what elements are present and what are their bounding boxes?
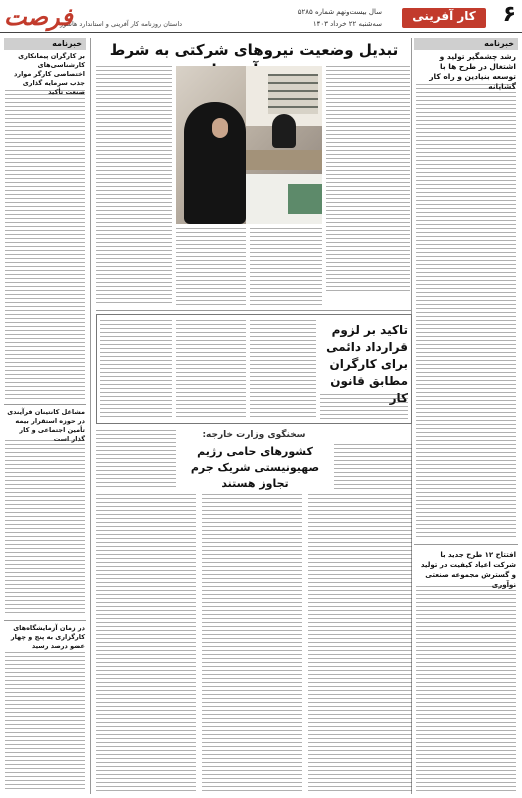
right-body-text-1	[416, 84, 516, 540]
photo-face	[212, 118, 228, 138]
left-column	[4, 38, 86, 794]
date-line: سه‌شنبه ۲۲ خرداد ۱۴۰۳	[312, 20, 382, 28]
boxed-body-col-3	[250, 320, 316, 420]
left-divider-1	[4, 404, 86, 405]
section-title: کار آفرینی	[412, 9, 476, 23]
foreign-body-col-2	[202, 494, 302, 794]
boxed-body-col-2	[176, 320, 246, 420]
left-headline-1: بر کارگران پیمانکاری کارشناسی‌های اختصاصی کارگر موارد جذب سرمایه گذاری صنعت تأکید	[14, 52, 85, 96]
header-tagline: داستان روزنامه کار آفرینی و استاندارد هاشور	[60, 20, 183, 28]
foreign-ministry-kicker: سخنگوی وزارت خارجه:	[202, 430, 306, 440]
right-divider	[414, 544, 518, 545]
foreign-ministry-headline: کشورهای حامی رژیم صهیونیستی شریک جرم تجاوز هستند	[190, 445, 320, 490]
photo-folders	[288, 184, 322, 214]
main-headline: تبدیل وضعیت نیروهای شرکتی به شرط	[109, 41, 399, 59]
photo-shelves	[268, 74, 318, 114]
left-body-text-3	[5, 652, 85, 792]
main-body-under-photo-1	[176, 228, 246, 306]
right-column-label: خبرنامه	[484, 39, 514, 48]
main-body-col-right	[326, 66, 410, 292]
main-body-col-left	[96, 66, 172, 306]
boxed-body-col-1	[100, 320, 172, 420]
page-header	[0, 0, 522, 40]
main-photo	[176, 66, 322, 224]
left-headline-2: مشاغل کانتینان فرآیندی در حوزه استقرار بیمه تأمین اجتماعی و کار گذار است	[7, 408, 85, 443]
foreign-body-col-right-top	[334, 444, 412, 490]
photo-woman-back	[272, 114, 296, 148]
header-rule	[0, 32, 522, 33]
foreign-body-col-3	[308, 494, 412, 794]
issue-info: سال بیست‌ونهم شماره ۵۲۸۵	[297, 8, 382, 16]
foreign-body-col-left-top	[96, 430, 176, 490]
right-headline-1: رشد چشمگیر تولید و اشتغال در طرح ها با توسعه بنیادین و راه کار گشایانه	[429, 52, 516, 91]
photo-desk	[236, 150, 322, 170]
left-headline-3: در زمان آزمایشگاه‌های کارگزاری به پنج و چهار عضو درصد رسید	[10, 624, 85, 650]
left-body-text-2	[5, 440, 85, 616]
left-divider-2	[4, 620, 86, 621]
boxed-body-under-headline	[320, 394, 408, 420]
right-headline-2: افتتاح ۱۲ طرح جدید با شرکت اعیاد کیفیت در تولید و گسترش مجموعه صنعتی نوآوری	[420, 551, 516, 589]
left-column-rule	[90, 38, 91, 794]
left-body-text-1	[5, 90, 85, 400]
page-number: ۶	[502, 2, 516, 27]
main-body-under-photo-2	[250, 228, 322, 306]
main-story-rule	[96, 310, 412, 311]
boxed-story-headline: تاکید بر لزوم قرارداد دائمی برای کارگران مطابق قانون کار	[326, 323, 408, 405]
left-column-label: خبرنامه	[52, 39, 82, 48]
right-column	[414, 38, 518, 794]
masthead-logo: فرصت	[4, 2, 73, 31]
foreign-body-col-1	[96, 494, 196, 794]
right-body-text-2	[416, 586, 516, 792]
